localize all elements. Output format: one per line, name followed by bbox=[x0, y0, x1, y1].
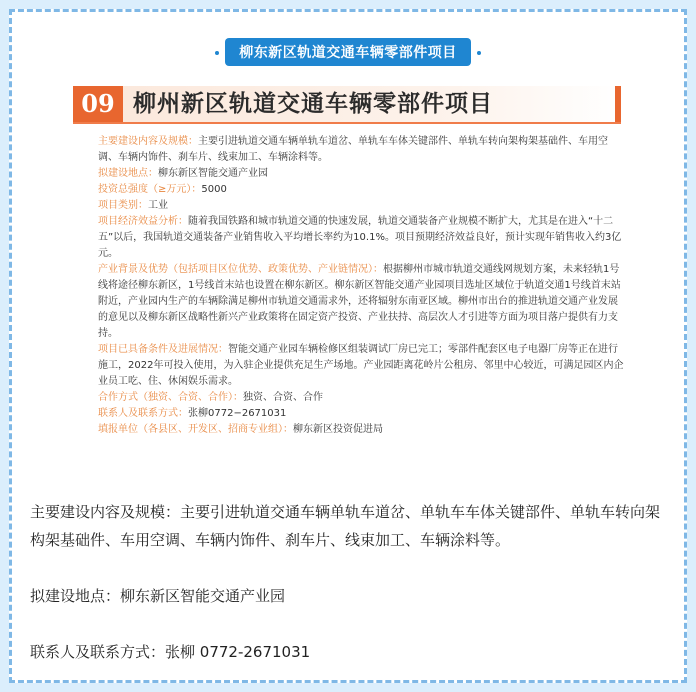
detail-invest bbox=[74, 182, 626, 198]
background-label: 产业背景及优势（包括项目区位优势、政策优势、产业链情况）： bbox=[98, 264, 383, 275]
header bbox=[0, 38, 696, 66]
conditions-label: 项目已具备条件及进展情况： bbox=[98, 344, 228, 355]
unit-value: 柳东新区投资促进局 bbox=[293, 424, 383, 435]
summary-scope: 主要建设内容及规模：主要引进轨道交通车辆单轨车道岔、单轨车车体关键部件、单轨车转向架构架基础件、车用空调、车辆内饰件、刹车片、线束加工、车辆涂料等。 bbox=[30, 503, 661, 549]
detail-category bbox=[74, 198, 626, 214]
scope-value: 主要引进轨道交通车辆单轨车道岔、单轨车车体关键部件、单轨车转向架构架基础件、车用空调、车辆内饰件、刹车片、线束加工、车辆涂料等。 bbox=[98, 136, 608, 163]
detail-contact bbox=[74, 406, 626, 422]
detail-benefit bbox=[74, 214, 626, 262]
category-value: 工业 bbox=[148, 200, 168, 211]
header-pill-title: 柳东新区轨道交通车辆零部件项目 bbox=[225, 38, 471, 66]
detail-background bbox=[74, 262, 626, 342]
invest-value: 5000 bbox=[201, 184, 227, 195]
detail-scope bbox=[74, 134, 626, 166]
pill-left-dot bbox=[215, 51, 219, 55]
summary-gap-2 bbox=[30, 610, 670, 638]
contact-value: 张柳0772−2671031 bbox=[188, 408, 287, 419]
coop-label: 合作方式（独资、合资、合作）： bbox=[98, 392, 243, 403]
scope-label: 主要建设内容及规模： bbox=[98, 136, 198, 147]
summary-contact: 联系人及联系方式：张柳 0772-2671031 bbox=[30, 643, 311, 661]
site-value: 柳东新区智能交通产业园 bbox=[158, 168, 268, 179]
summary-section bbox=[30, 498, 670, 666]
benefit-label: 项目经济效益分析： bbox=[98, 216, 188, 227]
benefit-value: 随着我国铁路和城市轨道交通的快速发展，轨道交通装备产业规模不断扩大，尤其是在进入“十二五”以后，我国轨道交通装备产业销售收入平均增长率约为10.1%。项目预期经济效益良好，预计实现年销售收入约3亿元。 bbox=[98, 216, 622, 259]
coop-value: 独资、合资、合作 bbox=[243, 392, 323, 403]
site-label: 拟建设地点： bbox=[98, 168, 158, 179]
category-label: 项目类别： bbox=[98, 200, 148, 211]
banner-end-bar bbox=[615, 86, 621, 122]
project-details bbox=[74, 134, 626, 438]
project-number: 09 bbox=[73, 86, 123, 122]
summary-site: 拟建设地点：柳东新区智能交通产业园 bbox=[30, 587, 286, 605]
summary-gap-1 bbox=[30, 554, 670, 582]
project-title: 柳州新区轨道交通车辆零部件项目 bbox=[133, 90, 493, 117]
background-value: 根据柳州市城市轨道交通线网规划方案，未来轻轨1号线将途径柳东新区，1号线首末站也设置在柳东新区。柳东新区智能交通产业园项目选址区域位于轨道交通1号线首末站附近，产业园内生产的车辆除满足柳州市轨道交通需求外，还将辐射东南亚区域。柳州市出台的推进轨道交通产业发展的意见以及柳东新区战略性新兴产业政策将在固定资产投资、产业扶持、高层次人才引进等方面为项目落户提供有力支持。 bbox=[98, 264, 621, 339]
conditions-value: 智能交通产业园车辆检修区组装调试厂房已完工；零部件配套区电子电器厂房等正在进行施工，2022年可投入使用，为入驻企业提供充足生产场地。产业园距离花岭片公租房、邻里中心较近，可满足园区内企业员工吃、住、休闲娱乐需求。 bbox=[98, 344, 624, 387]
detail-unit bbox=[74, 422, 626, 438]
detail-coop bbox=[74, 390, 626, 406]
contact-label: 联系人及联系方式： bbox=[98, 408, 188, 419]
pill-right-dot bbox=[477, 51, 481, 55]
invest-label: 投资总强度（≥万元）： bbox=[98, 184, 202, 195]
detail-site bbox=[74, 166, 626, 182]
unit-label: 填报单位（各县区、开发区、招商专业组）： bbox=[98, 424, 293, 435]
project-banner bbox=[73, 86, 621, 124]
detail-conditions bbox=[74, 342, 626, 390]
